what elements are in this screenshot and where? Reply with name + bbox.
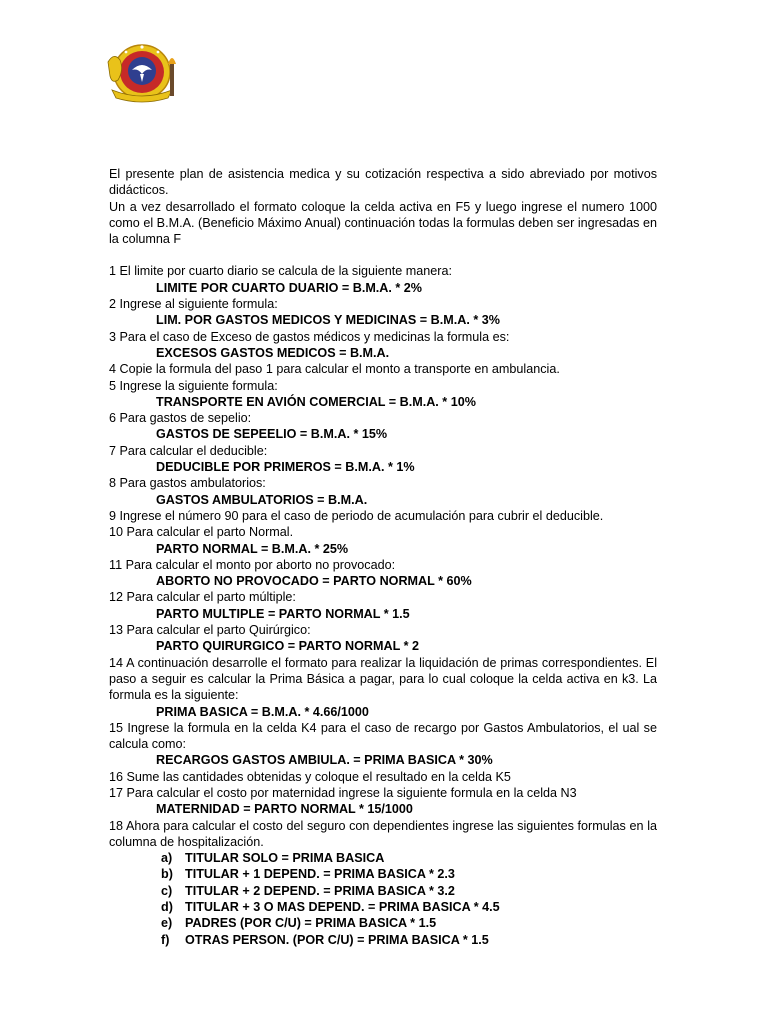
intro-paragraph: Un a vez desarrollado el formato coloque la celda activa en F5 y luego ingrese el numero 1000 como el B.M.A. (Beneficio Máximo Anual) continuación todas la formulas deben ser ingresadas en la columna F xyxy=(109,199,657,247)
step-text: 11 Para calcular el monto por aborto no provocado: xyxy=(109,557,396,572)
option-letter: b) xyxy=(161,867,173,882)
step-text: 5 Ingrese la siguiente formula: xyxy=(109,378,278,393)
option-letter: c) xyxy=(161,883,173,898)
step-formula: TRANSPORTE EN AVIÓN COMERCIAL = B.M.A. * 10% xyxy=(156,394,476,409)
option-letter: d) xyxy=(161,900,173,915)
step-text: 18 Ahora para calcular el costo del seguro con dependientes ingrese las siguientes formulas en la columna de hospitalización. xyxy=(109,818,657,849)
options-list xyxy=(109,850,657,948)
step-formula: GASTOS AMBULATORIOS = B.M.A. xyxy=(156,492,368,507)
step-formula: DEDUCIBLE POR PRIMEROS = B.M.A. * 1% xyxy=(156,460,415,475)
step-formula: PARTO NORMAL = B.M.A. * 25% xyxy=(156,541,349,556)
option-item xyxy=(109,866,657,882)
option-text: TITULAR + 2 DEPEND. = PRIMA BASICA * 3.2 xyxy=(185,883,455,898)
step-text: 2 Ingrese al siguiente formula: xyxy=(109,297,278,312)
option-letter: a) xyxy=(161,851,173,866)
step-text: 10 Para calcular el parto Normal. xyxy=(109,525,294,540)
step-formula: RECARGOS GASTOS AMBIULA. = PRIMA BASICA * 30% xyxy=(156,753,493,768)
step-text: 3 Para el caso de Exceso de gastos médicos y medicinas la formula es: xyxy=(109,329,510,344)
step-formula: PARTO MULTIPLE = PARTO NORMAL * 1.5 xyxy=(156,606,410,621)
step-formula: MATERNIDAD = PARTO NORMAL * 15/1000 xyxy=(156,802,413,817)
spacer xyxy=(109,247,657,263)
step-text: 15 Ingrese la formula en la celda K4 para el caso de recargo por Gastos Ambulatorios, el ual se calcula como: xyxy=(109,720,657,752)
step-text: 13 Para calcular el parto Quirúrgico: xyxy=(109,623,311,638)
step-text: 14 A continuación desarrolle el formato para realizar la liquidación de primas correspondientes. El paso a seguir es calcular la Prima Básica a pagar, para lo cual coloque la celda activa en k3. La formula es la siguiente: xyxy=(109,655,657,703)
step-formula: PRIMA BASICA = B.M.A. * 4.66/1000 xyxy=(156,704,369,719)
option-text: TITULAR SOLO = PRIMA BASICA xyxy=(185,851,385,866)
option-letter: e) xyxy=(161,916,173,931)
option-text: PADRES (POR C/U) = PRIMA BASICA * 1.5 xyxy=(185,916,437,931)
option-item xyxy=(109,915,657,931)
option-item xyxy=(109,850,657,866)
step-text: 7 Para calcular el deducible: xyxy=(109,443,268,458)
document-body xyxy=(109,166,657,948)
option-item xyxy=(109,883,657,899)
steps-list xyxy=(109,263,657,850)
step-formula: LIMITE POR CUARTO DUARIO = B.M.A. * 2% xyxy=(156,280,423,295)
step-formula: PARTO QUIRURGICO = PARTO NORMAL * 2 xyxy=(156,639,419,654)
option-text: TITULAR + 3 O MAS DEPEND. = PRIMA BASICA * 4.5 xyxy=(185,900,500,915)
institution-logo xyxy=(106,40,182,104)
step-formula: LIM. POR GASTOS MEDICOS Y MEDICINAS = B.M.A. * 3% xyxy=(156,313,500,328)
step-text: 1 El limite por cuarto diario se calcula de la siguiente manera: xyxy=(109,264,453,279)
option-item xyxy=(109,899,657,915)
step-formula: GASTOS DE SEPEELIO = B.M.A. * 15% xyxy=(156,427,388,442)
step-text: 4 Copie la formula del paso 1 para calcular el monto a transporte en ambulancia. xyxy=(109,362,560,377)
step-text: 9 Ingrese el número 90 para el caso de periodo de acumulación para cubrir el deducible. xyxy=(109,508,604,523)
step-text: 17 Para calcular el costo por maternidad ingrese la siguiente formula en la celda N3 xyxy=(109,785,577,800)
option-text: TITULAR + 1 DEPEND. = PRIMA BASICA * 2.3 xyxy=(185,867,455,882)
step-text: 16 Sume las cantidades obtenidas y coloque el resultado en la celda K5 xyxy=(109,769,511,784)
option-letter: f) xyxy=(161,932,170,947)
step-text: 8 Para gastos ambulatorios: xyxy=(109,476,266,491)
step-formula: ABORTO NO PROVOCADO = PARTO NORMAL * 60% xyxy=(156,574,472,589)
step-formula: EXCESOS GASTOS MEDICOS = B.M.A. xyxy=(156,345,390,360)
option-text: OTRAS PERSON. (POR C/U) = PRIMA BASICA * 1.5 xyxy=(185,932,489,947)
intro-paragraph: El presente plan de asistencia medica y su cotización respectiva a sido abreviado por motivos didácticos. xyxy=(109,167,657,198)
step-text: 12 Para calcular el parto múltiple: xyxy=(109,590,296,605)
option-item xyxy=(109,932,657,948)
step-text: 6 Para gastos de sepelio: xyxy=(109,411,252,426)
